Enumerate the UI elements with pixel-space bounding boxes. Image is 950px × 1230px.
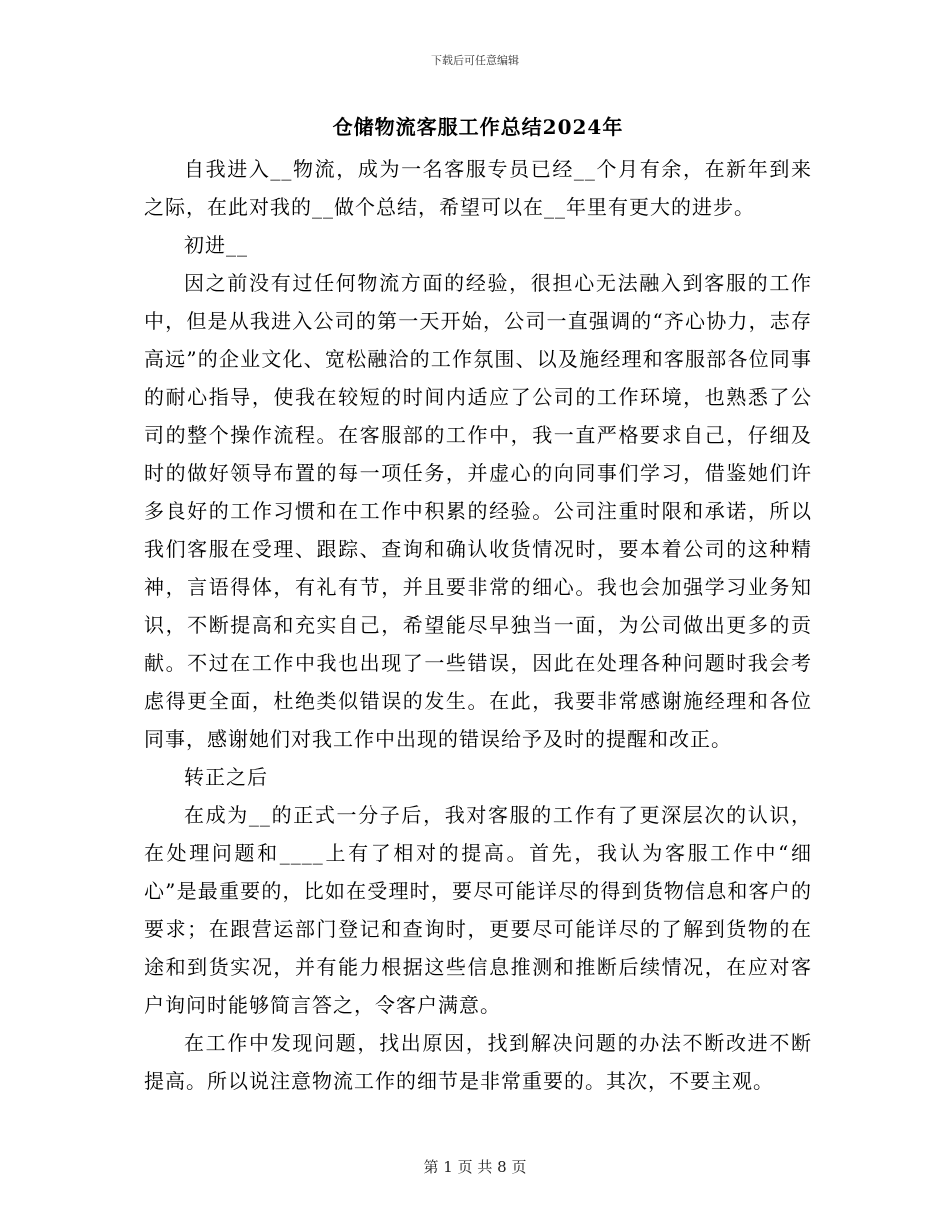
page-header-note: 下载后可任意编辑 (431, 54, 519, 67)
paragraph-initial-period: 因之前没有过任何物流方面的经验，很担心无法融入到客服的工作中，但是从我进入公司的第一天开始，公司一直强调的“齐心协力，志存高远”的企业文化、宽松融洽的工作氛围、以及施经理和客服部各位同事的耐心指导，使我在较短的时间内适应了公司的工作环境，也熟悉了公司的整个操作流程。在客服部的工作中，我一直严格要求自己，仔细及时的做好领导布置的每一项任务，并虚心的向同事们学习，借鉴她们许多良好的工作习惯和在工作中积累的经验。公司注重时限和承诺，所以我们客服在受理、跟踪、查询和确认收货情况时，要本着公司的这种精神，言语得体，有礼有节，并且要非常的细心。我也会加强学习业务知识，不断提高和充实自己，希望能尽早独当一面，为公司做出更多的贡献。不过在工作中我也出现了一些错误，因此在处理各种问题时我会考虑得更全面，杜绝类似错误的发生。在此，我要非常感谢施经理和各位同事，感谢她们对我工作中出现的错误给予及时的提醒和改正。 (144, 271, 812, 751)
document-title: 仓储物流客服工作总结2024年 (332, 115, 624, 139)
paragraph-find-problems: 在工作中发现问题，找出原因，找到解决问题的办法不断改进不断提高。所以说注意物流工作的细节是非常重要的。其次，不要主观。 (144, 1031, 812, 1093)
page-number-footer: 第 1 页 共 8 页 (423, 1158, 527, 1176)
section-heading-initial: 初进__ (184, 233, 248, 257)
document-body (144, 108, 812, 1100)
section-heading-after-probation: 转正之后 (184, 765, 268, 789)
paragraph-after-probation: 在成为__的正式一分子后，我对客服的工作有了更深层次的认识，在处理问题和____上有了相对的提高。首先，我认为客服工作中“细心”是最重要的，比如在受理时，要尽可能详尽的得到货物信息和客户的要求；在跟营运部门登记和查询时，更要尽可能详尽的了解到货物的在途和到货实况，并有能力根据这些信息推测和推断后续情况，在应对客户询问时能够简言答之，令客户满意。 (144, 803, 812, 1017)
paragraph-intro: 自我进入__物流，成为一名客服专员已经__个月有余，在新年到来之际，在此对我的__做个总结，希望可以在__年里有更大的进步。 (144, 157, 812, 219)
